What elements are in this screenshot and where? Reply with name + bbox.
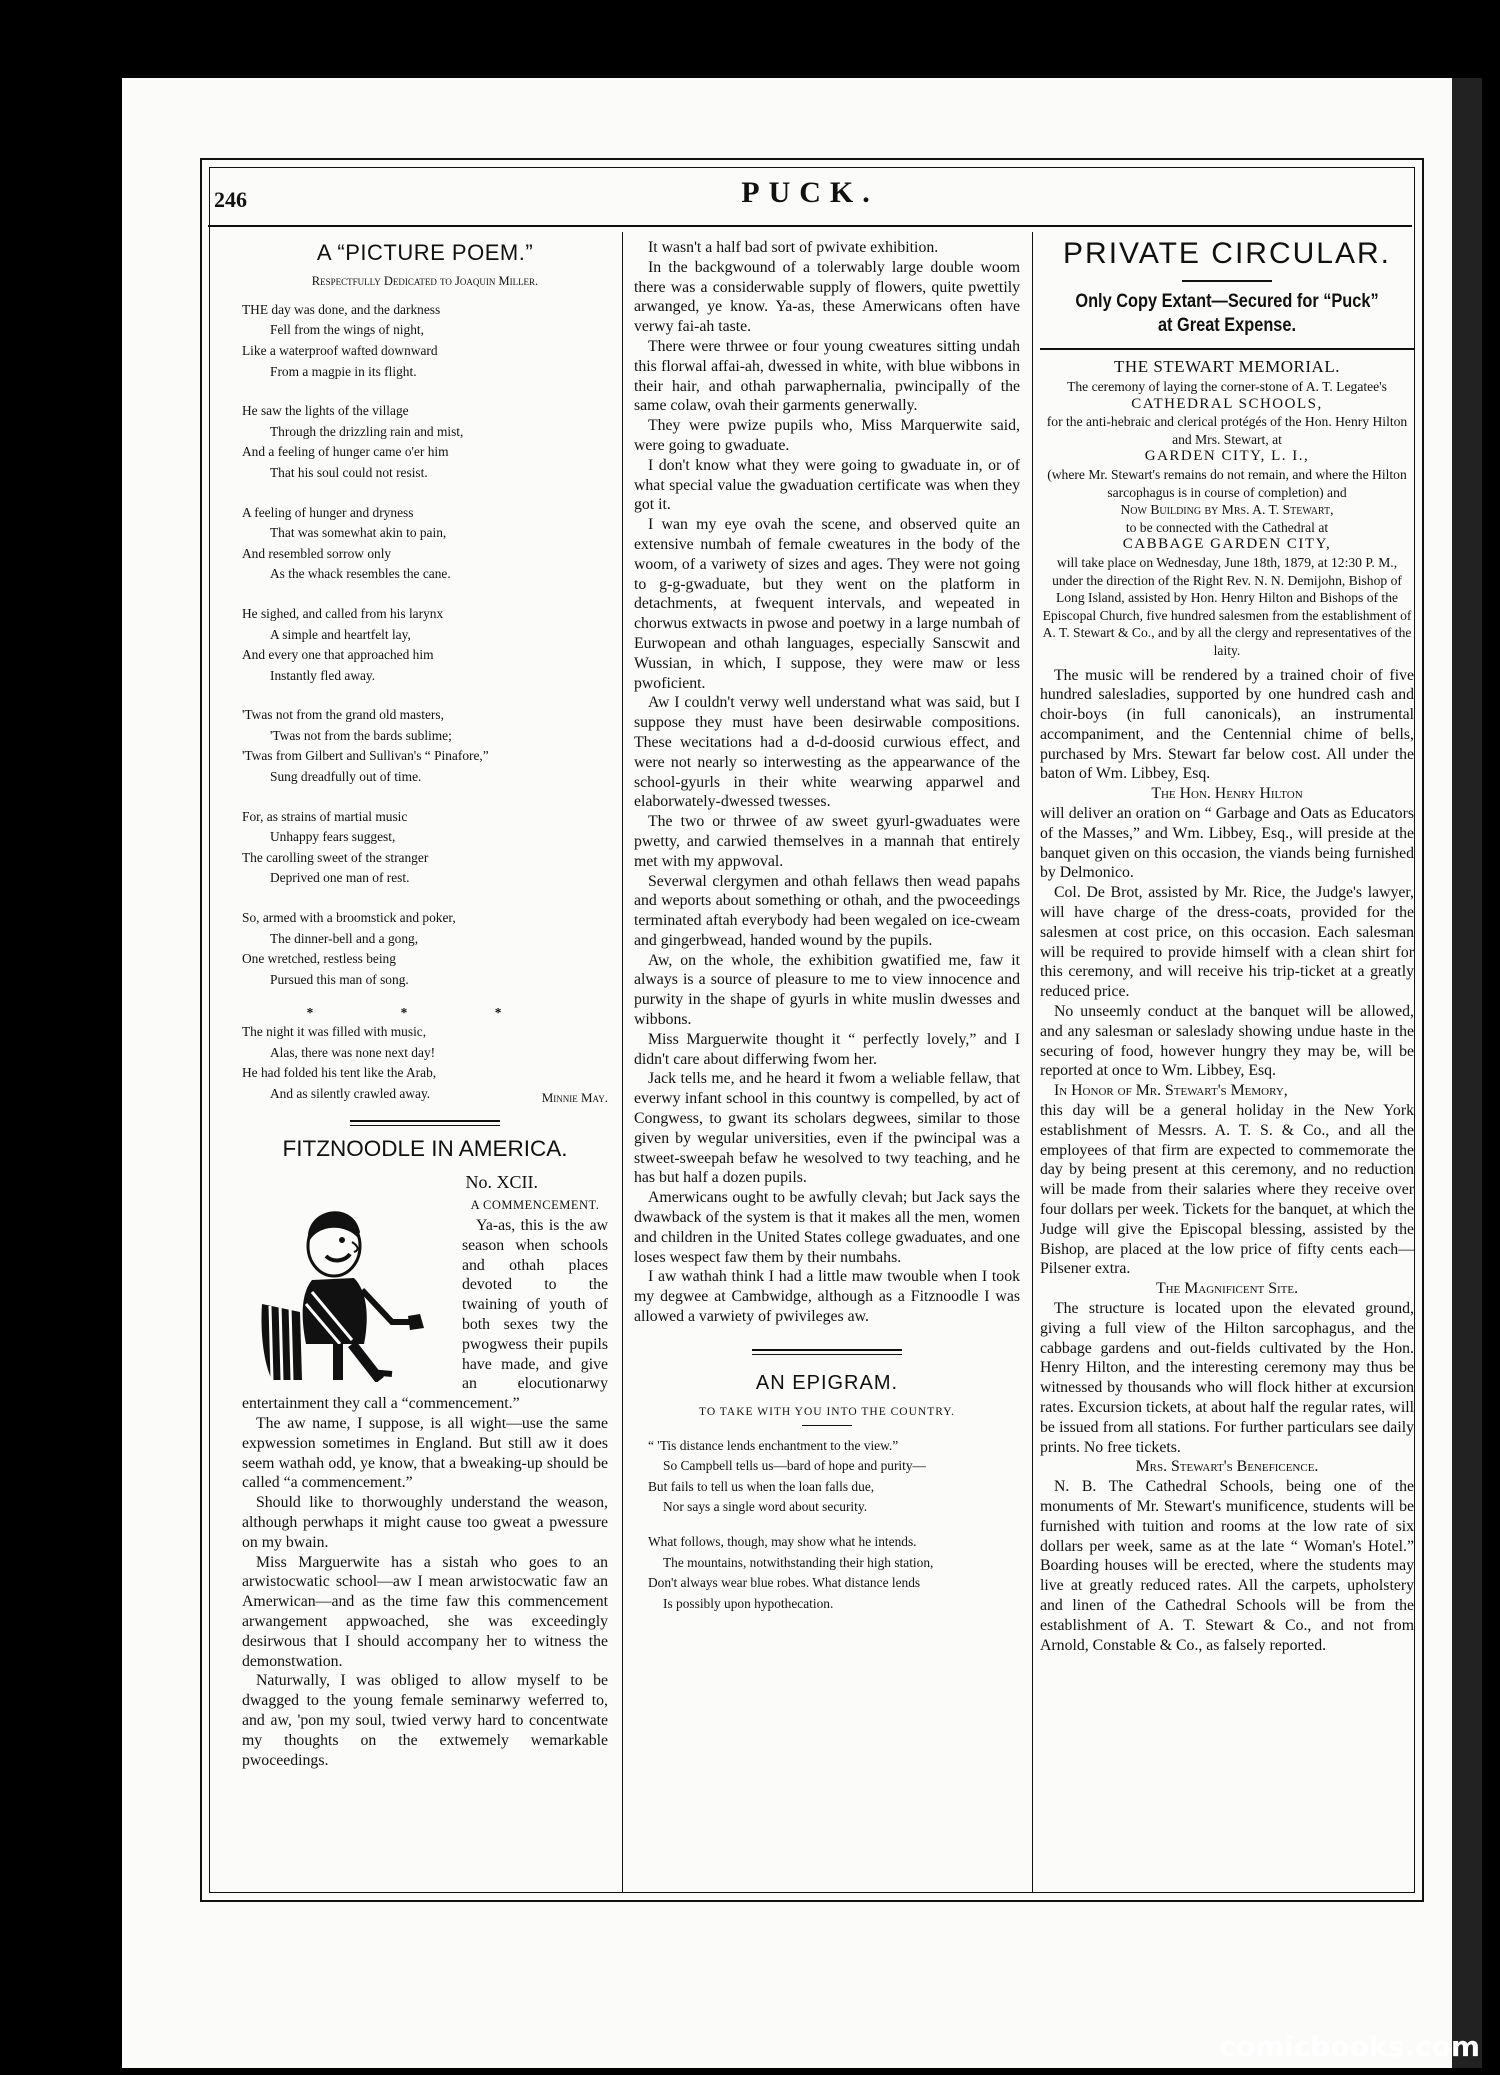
paragraph: Miss Marguerwite has a sistah who goes to an arwistocwatic school—aw I mean arwistocwatic faw an Amerwican—and as the time faw this commencement arwangement appwoached, she was exceedingly desirwous that I should accompany her to witness the demonstwation. xyxy=(242,1553,608,1670)
oration-paragraph: will deliver an oration on “ Garbage and Oats as Educators of the Masses,” and Wm. Libbey, Esq., will preside at the banquet given on this occasion, the viands being furnished by Delmonico. xyxy=(1040,805,1414,882)
poem-line: The carolling sweet of the stranger xyxy=(242,849,429,865)
poem-line: That his soul could not resist. xyxy=(270,464,428,480)
poem-line: A feeling of hunger and dryness xyxy=(242,504,414,520)
poem-line: And a feeling of hunger came o'er him xyxy=(242,444,449,460)
memorial-line: (where Mr. Stewart's remains do not remain, and where the Hilton sarcophagus is in course of completion) and xyxy=(1047,466,1407,500)
circular-divider xyxy=(1040,348,1414,350)
poem-line: The dinner-bell and a gong, xyxy=(270,930,419,946)
binding-edge xyxy=(1452,78,1482,2068)
poem-line: Deprived one man of rest. xyxy=(270,870,410,886)
paragraph: I aw wathah think I had a little maw twouble when I took my degwee at Cambwidge, although as a Fitznoodle I was allowed a varwiety of pwivileges aw. xyxy=(634,1268,1020,1326)
nb-paragraph: N. B. The Cathedral Schools, being one of the monuments of Mr. Stewart's munificence, students will be furnished with tuition and rooms at the low rate of six dollars per week, same as at the late “ Woman's Hotel.” Boarding houses will be erected, where the students may live at greatly reduced rates. All the carpets, upholstery and linen of the Cathedral Schools will be from the establishment of A. T. Stewart & Co., and not from Arnold, Constable & Co., as falsely reported. xyxy=(1040,1478,1414,1654)
dress-coat-paragraph: Col. De Brot, assisted by Mr. Rice, the Judge's lawyer, will have charge of the dress-coats, provided for the salesmen at cost price, on this occasion. Each salesman will be required to provide himself with a clean shirt for this ceremony, and will receive his trip-ticket at a greatly reduced price. xyxy=(1040,884,1414,1001)
column-1 xyxy=(242,238,608,1770)
paragraph: In the backgwound of a tolerwably large double woom there was a considerwable supply of flowers, quite pwettily arwanged, ye know. Ya-as, these Amerwicans often have verwy fai-ah taste. xyxy=(634,258,1020,336)
poem-line: Fell from the wings of night, xyxy=(270,322,424,338)
page-number: 246 xyxy=(214,187,247,212)
poem-line: So, armed with a broomstick and poker, xyxy=(242,910,456,926)
column-3 xyxy=(1040,236,1414,1655)
fitznoodle-cartoon xyxy=(242,1194,454,1382)
fitznoodle-body xyxy=(242,1414,608,1770)
memorial-line: GARDEN CITY, L. I., xyxy=(1144,448,1310,465)
epigram-title: AN EPIGRAM. xyxy=(755,1371,899,1394)
honor-heading: In Honor of Mr. Stewart's Memory, xyxy=(1054,1082,1288,1100)
memorial-line: to be connected with the Cathedral at xyxy=(1125,519,1329,535)
poem-line: A simple and heartfelt lay, xyxy=(270,626,411,642)
poem-line: He sighed, and called from his larynx xyxy=(242,605,444,621)
paragraph: The two or thrwee of aw sweet gyurl-gwaduates were pwetty, and carwied themselves in a mannah that entirely met with my appwoval. xyxy=(634,813,1020,870)
poem-line: And as silently crawled away. xyxy=(270,1085,431,1101)
poem-line: And every one that approached him xyxy=(242,647,434,663)
paragraph: It wasn't a half bad sort of pwivate exhibition. xyxy=(648,239,939,256)
paragraph: The aw name, I suppose, is all wight—use the same expwession sometimes in England. But still aw it does seem wathah odd, ye know, that a bweaking-up should be called “a commencement.” xyxy=(242,1414,608,1492)
poem-line: 'Twas not from the bards sublime; xyxy=(270,727,452,743)
column-2 xyxy=(634,238,1020,1614)
epigram-line: Don't always wear blue robes. What distance lends xyxy=(648,1575,921,1591)
poem-line: The night it was filled with music, xyxy=(242,1024,427,1040)
paragraph: Jack tells me, and he heard it fwom a weliable fellaw, that everwy infant school in this countwy is compelled, by act of Congwess, to gwant its scholars degwees, similar to those given by wegular universities, even if the pwincipal was a stweet-sweepah befaw he wesolved to twy teaching, and he has but half a dozen pupils. xyxy=(634,1070,1020,1187)
poem-line: Unhappy fears suggest, xyxy=(270,829,396,845)
watermark: comicbooks.com xyxy=(1219,2030,1480,2063)
poem-signature: Minnie May. xyxy=(541,1090,608,1106)
stars-divider: * * * xyxy=(306,1005,544,1021)
masthead-rule xyxy=(208,225,1412,227)
epigram-line: What follows, though, may show what he intends. xyxy=(648,1534,917,1549)
beneficence-heading: Mrs. Stewart's Beneficence. xyxy=(1135,1458,1319,1476)
column-rule-2 xyxy=(1032,232,1033,1892)
epigram-line: So Campbell tells us—bard of hope and purity— xyxy=(663,1458,926,1474)
poem-line: Like a waterproof wafted downward xyxy=(242,342,438,358)
poem-line: He saw the lights of the village xyxy=(242,403,409,419)
circular-title: PRIVATE CIRCULAR. xyxy=(1063,237,1391,270)
epigram-stanza-1 xyxy=(634,1436,1020,1518)
poem-line: Sung dreadfully out of time. xyxy=(270,769,422,785)
poem-stanza xyxy=(242,604,608,686)
poem-title: A “PICTURE POEM.” xyxy=(316,240,534,265)
epigram-line: Is possibly upon hypothecation. xyxy=(663,1595,834,1611)
memorial-line: will take place on Wednesday, June 18th, 1879, at 12:30 P. M., under the direction of the Right Rev. N. N. Demijohn, Bishop of Long Island, assisted by Hon. Henry Hilton and Bishops of the Episcopal Church, five hundred salesmen from the establishment of A. T. Stewart & Co., and by all the clergy and representatives of the laity. xyxy=(1042,554,1412,658)
poem-line: Alas, there was none next day! xyxy=(270,1044,436,1060)
column-rule-1 xyxy=(622,232,623,1892)
fitznoodle-title: FITZNOODLE IN AMERICA. xyxy=(282,1136,568,1162)
epigram-rule xyxy=(802,1425,852,1426)
memorial-line: The ceremony of laying the corner-stone of A. T. Legatee's xyxy=(1067,379,1387,394)
poem-line: Through the drizzling rain and mist, xyxy=(270,423,464,439)
poem-line: Instantly fled away. xyxy=(270,667,376,683)
paragraph: Miss Marguerwite thought it “ perfectly lovely,” and I didn't care about differwing fwom her. xyxy=(634,1030,1020,1068)
memorial-line: Now Building by Mrs. A. T. Stewart, xyxy=(1120,502,1334,518)
epigram-line: “ 'Tis distance lends enchantment to the view.” xyxy=(648,1437,899,1453)
epigram-stanza-2 xyxy=(634,1532,1020,1614)
epigram-subtitle: TO TAKE WITH YOU INTO THE COUNTRY. xyxy=(699,1405,955,1418)
section-rule-2 xyxy=(752,1349,902,1355)
poem-stanza xyxy=(242,705,608,787)
paragraph: I wan my eye ovah the scene, and observed quite an extensive numbah of female cweatures in the body of the woom, of a variwety of sizes and ages. They were not going to g-g-gwaduate, but they went on the platform in detachments, at fwequent intervals, and wepeated in chorwus extwacts in pwose and poetwy in a large numbah of Eurwopean and othah languages, especially Sanscwit and Wussian, in which, I suppose, they were maw or less pwoficient. xyxy=(634,516,1020,692)
epigram-line: But fails to tell us when the loan falls due, xyxy=(648,1478,875,1494)
paragraph: I don't know what they were going to gwaduate in, or of what special value the gwaduation certificate was when they got it. xyxy=(634,456,1020,514)
poem-line: Pursued this man of song. xyxy=(270,971,409,987)
paragraph: Aw I couldn't verwy well understand what was said, but I suppose they must have been desirwable compositions. These wecitations had a d-d-doosid curwious effect, and were not nearly so interwesting as the appearwance of the school-gyurls in their white wearwing apparwel and elaborwately-dwessed twesses. xyxy=(634,694,1020,811)
site-heading: The Magnificent Site. xyxy=(1155,1280,1299,1298)
section-rule xyxy=(350,1120,500,1126)
paragraph: Aw, on the whole, the exhibition gwatified me, faw it always is a source of pleasure to me to view innocence and purwity in the shape of gyurls in white muslin dwesses and wibbons. xyxy=(634,951,1020,1029)
paragraph: There were thrwee or four young cweatures sitting undah this florwal affai-ah, dwessed in white, with blue wibbons in their hair, and othah parwaphernalia, pwincipally of the same colaw, ovah their garments generwally. xyxy=(634,337,1020,415)
paragraph: Amerwicans ought to be awfully clevah; but Jack says the dwawback of the system is that it makes all the men, women and children in the United States college gwaduates, and one loses wespect faw them by their numbahs. xyxy=(634,1189,1020,1266)
paragraph: Should like to thorwoughly understand the weason, although perwhaps it might cause too gweat a pwessure on my bwain. xyxy=(242,1494,608,1551)
poem-line: THE day was done, and the darkness xyxy=(242,301,441,317)
fitznoodle-continued xyxy=(634,238,1020,1327)
circular-subtitle: Only Copy Extant—Secured for “Puck” at Great Expense. xyxy=(1075,291,1379,336)
conduct-paragraph: No unseemly conduct at the banquet will be allowed, and any salesman or saleslady showing undue haste in the securing of food, however hungry they may be, will be reported at once to Wm. Libbey, Esq. xyxy=(1040,1003,1414,1080)
hilton-heading: The Hon. Henry Hilton xyxy=(1151,785,1303,803)
poem-stanza xyxy=(242,503,608,585)
poem-line: From a magpie in its flight. xyxy=(270,363,417,379)
epigram-line: Nor says a single word about security. xyxy=(663,1499,868,1515)
poem-stanza xyxy=(242,300,608,382)
poem-stanza xyxy=(242,401,608,483)
poem-line: For, as strains of martial music xyxy=(242,808,408,824)
paragraph: Naturwally, I was obliged to allow myself to be dwagged to the young female seminarwy weferred to, and aw, 'pon my soul, twied verwy hard to concentwate my thoughts on the extwemely wemarkable pwoceedings. xyxy=(242,1672,608,1769)
memorial-line: for the anti-hebraic and clerical protégés of the Hon. Henry Hilton and Mrs. Stewart, at xyxy=(1046,414,1408,447)
poem xyxy=(242,300,608,991)
paragraph: Severwal clergymen and othah fellaws then wead papahs and weports about something or othah, and the pwoceedings terminated aftah everybody had been wegaled on ice-cweam and gingerbwead, handed wound by the pupils. xyxy=(634,872,1020,949)
poem-line: That was somewhat akin to pain, xyxy=(270,525,447,541)
circular-rule xyxy=(1182,280,1272,282)
memorial-notice xyxy=(1040,378,1414,660)
poem-dedication: Respectfully Dedicated to Joaquin Miller. xyxy=(311,274,539,288)
holiday-paragraph: this day will be a general holiday in the New York establishment of Messrs. A. T. S. & Co., and all the employees of that firm are expected to commemorate the day by being present at this ceremony, and no reduction will be made from their salaries where they receive over four dollars per week. Tickets for the banquet, at which the Judge will give the Episcopal blessing, assisted by the Bishop, are placed at the low price of fifty cents each—Pilsener extra. xyxy=(1040,1102,1414,1278)
poem-line: As the whack resembles the cane. xyxy=(270,566,451,582)
paragraph: They were pwize pupils who, Miss Marquerwite said, were going to gwaduate. xyxy=(634,417,1020,454)
masthead: PUCK. xyxy=(741,176,879,209)
poem-line: 'Twas from Gilbert and Sullivan's “ Pinafore,” xyxy=(242,748,489,764)
poem-line: He had folded his tent like the Arab, xyxy=(242,1065,437,1081)
epigram-line: The mountains, notwithstanding their high station, xyxy=(663,1554,934,1570)
site-paragraph: The structure is located upon the elevated ground, giving a full view of the Hilton sarcophagus, and the cabbage gardens and out-fields cultivated by the Hon. Henry Hilton, and the interesting ceremony may thus be witnessed by thousands who will flock hither at excursion rates. Excursion tickets, at about half the regular rates, will be issued from all stations. For further particulars see daily prints. No free tickets. xyxy=(1040,1300,1414,1456)
poem-line: One wretched, restless being xyxy=(242,951,396,967)
memorial-line: CABBAGE GARDEN CITY, xyxy=(1122,536,1332,553)
memorial-title: THE STEWART MEMORIAL. xyxy=(1114,357,1340,376)
poem-line: 'Twas not from the grand old masters, xyxy=(242,707,444,723)
memorial-line: CATHEDRAL SCHOOLS, xyxy=(1131,395,1323,412)
poem-stanza xyxy=(242,908,608,990)
poem-line: And resembled sorrow only xyxy=(242,545,392,561)
fitznoodle-intro: Ya-as, this is the aw season when schools and othah places devoted to the twaining of youth of both sexes twy the pwogwess their pupils have made, and give an elocutionarwy entertainment they call a “commencement.” xyxy=(242,1216,608,1413)
fitznoodle-subtitle: A COMMENCEMENT. xyxy=(470,1198,600,1213)
poem-stanza xyxy=(242,807,608,889)
fitznoodle-number: No. XCII. xyxy=(465,1172,538,1193)
music-paragraph: The music will be rendered by a trained choir of five hundred salesladies, supported by one hundred cash and choir-boys (in full canonicals), an instrumental accompaniment, and the Centennial chime of bells, purchased by Mrs. Stewart far below cost. All under the baton of Wm. Libbey, Esq. xyxy=(1040,666,1414,783)
